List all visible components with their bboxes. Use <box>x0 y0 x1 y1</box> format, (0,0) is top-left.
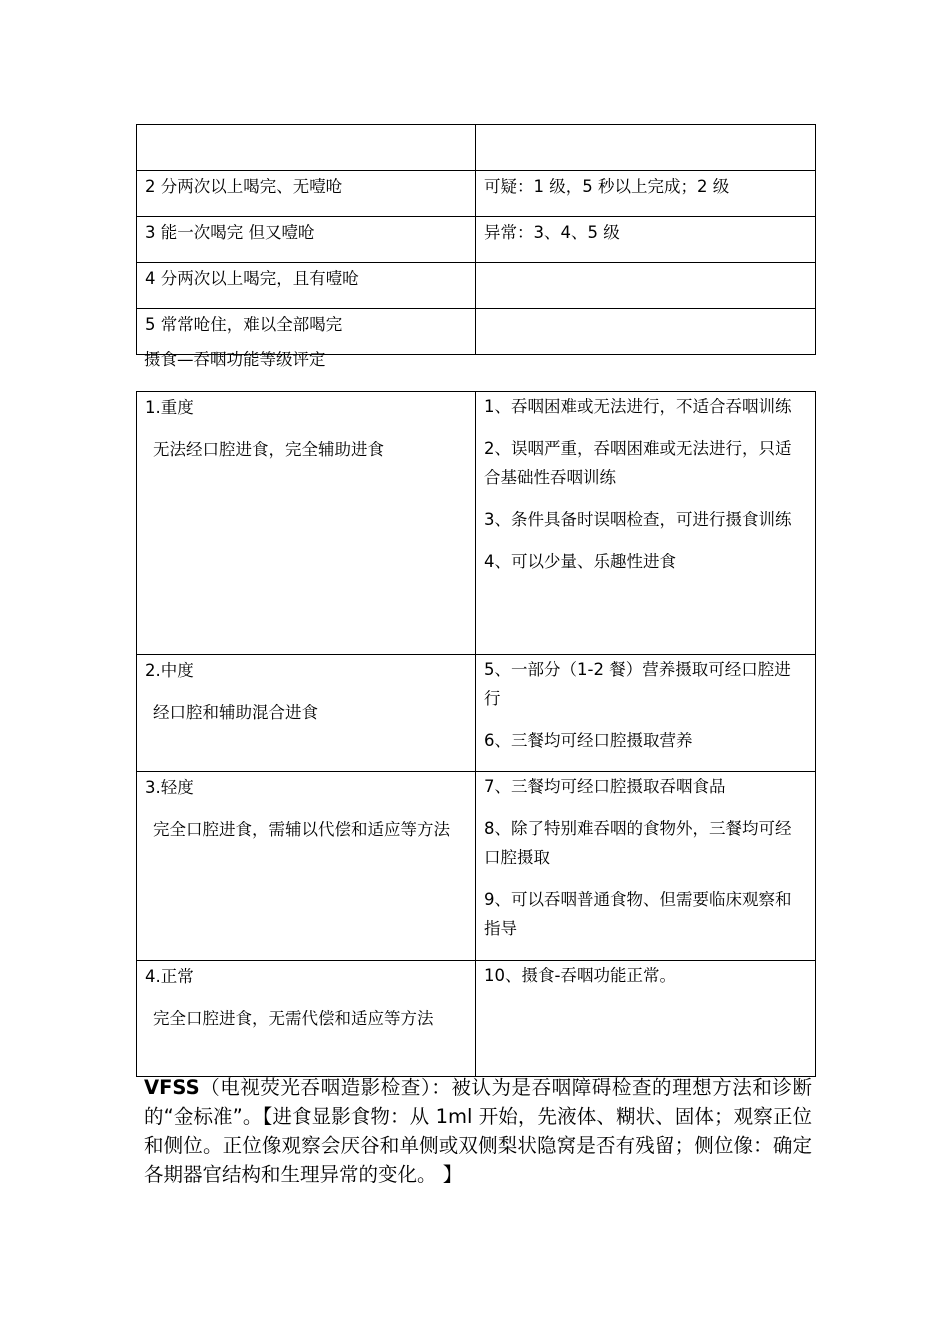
grade-item: 10、摄食-吞咽功能正常。 <box>484 966 676 985</box>
grade-items-cell <box>476 961 816 1077</box>
grade-item: 5、一部分（1-2 餐）营养摄取可经口腔进行 <box>484 660 791 708</box>
grade-item: 3、条件具备时误咽检查，可进行摄食训练 <box>484 510 792 529</box>
grade-cell <box>137 392 476 655</box>
vfss-term: VFSS <box>144 1076 200 1099</box>
table-row <box>137 125 816 171</box>
grade-item: 4、可以少量、乐趣性进食 <box>484 552 676 571</box>
grade-item: 8、除了特别难吞咽的食物外，三餐均可经口腔摄取 <box>484 819 792 867</box>
grade-item: 1、吞咽困难或无法进行，不适合吞咽训练 <box>484 397 792 416</box>
grade-item: 9、可以吞咽普通食物、但需要临床观察和指导 <box>484 890 792 938</box>
table-cell <box>137 125 476 171</box>
grade-level: 3.轻度 <box>145 778 194 797</box>
swallow-grade-table <box>136 391 816 1077</box>
table-caption: 摄食—吞咽功能等级评定 <box>144 350 326 369</box>
table-row <box>137 655 816 772</box>
grade-level: 1.重度 <box>145 398 194 417</box>
swallow-test-table <box>136 124 816 355</box>
table-row <box>137 171 816 217</box>
grade-level: 2.中度 <box>145 661 194 680</box>
grade-item: 6、三餐均可经口腔摄取营养 <box>484 731 693 750</box>
table-cell <box>476 309 816 355</box>
table-row <box>137 392 816 655</box>
grade-items-cell <box>476 772 816 961</box>
table-cell: 异常：3、4、5 级 <box>476 217 816 263</box>
table-row <box>137 263 816 309</box>
grade-cell <box>137 655 476 772</box>
grade-description: 完全口腔进食，无需代偿和适应等方法 <box>153 1009 434 1028</box>
table-cell: 4 分两次以上喝完，且有噎呛 <box>137 263 476 309</box>
grade-description: 完全口腔进食，需辅以代偿和适应等方法 <box>153 820 450 839</box>
grade-description: 无法经口腔进食，完全辅助进食 <box>153 440 384 459</box>
table-cell <box>476 263 816 309</box>
grade-item: 7、三餐均可经口腔摄取吞咽食品 <box>484 777 726 796</box>
vfss-text: （电视荧光吞咽造影检查）：被认为是吞咽障碍检查的理想方法和诊断的“金标准”。【进食显影食物：从 1ml 开始，先液体、糊状、固体；观察正位和侧位。正位像观察会厌谷和单侧或双侧梨状隐窝是否有残留；侧位像：确定各期器官结构和生理异常的变化。 】 <box>144 1076 812 1186</box>
grade-items-cell <box>476 392 816 655</box>
table-row <box>137 961 816 1077</box>
table-cell: 2 分两次以上喝完、无噎呛 <box>137 171 476 217</box>
grade-items-cell <box>476 655 816 772</box>
table-cell: 可疑：1 级，5 秒以上完成；2 级 <box>476 171 816 217</box>
table-cell: 3 能一次喝完 但又噎呛 <box>137 217 476 263</box>
table-row <box>137 772 816 961</box>
grade-level: 4.正常 <box>145 967 194 986</box>
grade-description: 经口腔和辅助混合进食 <box>153 703 318 722</box>
table-cell: 5 常常呛住，难以全部喝完 <box>137 309 476 355</box>
vfss-paragraph <box>144 1073 812 1189</box>
grade-cell <box>137 961 476 1077</box>
grade-cell <box>137 772 476 961</box>
grade-item: 2、误咽严重，吞咽困难或无法进行，只适合基础性吞咽训练 <box>484 439 792 487</box>
table-cell <box>476 125 816 171</box>
table-row <box>137 217 816 263</box>
